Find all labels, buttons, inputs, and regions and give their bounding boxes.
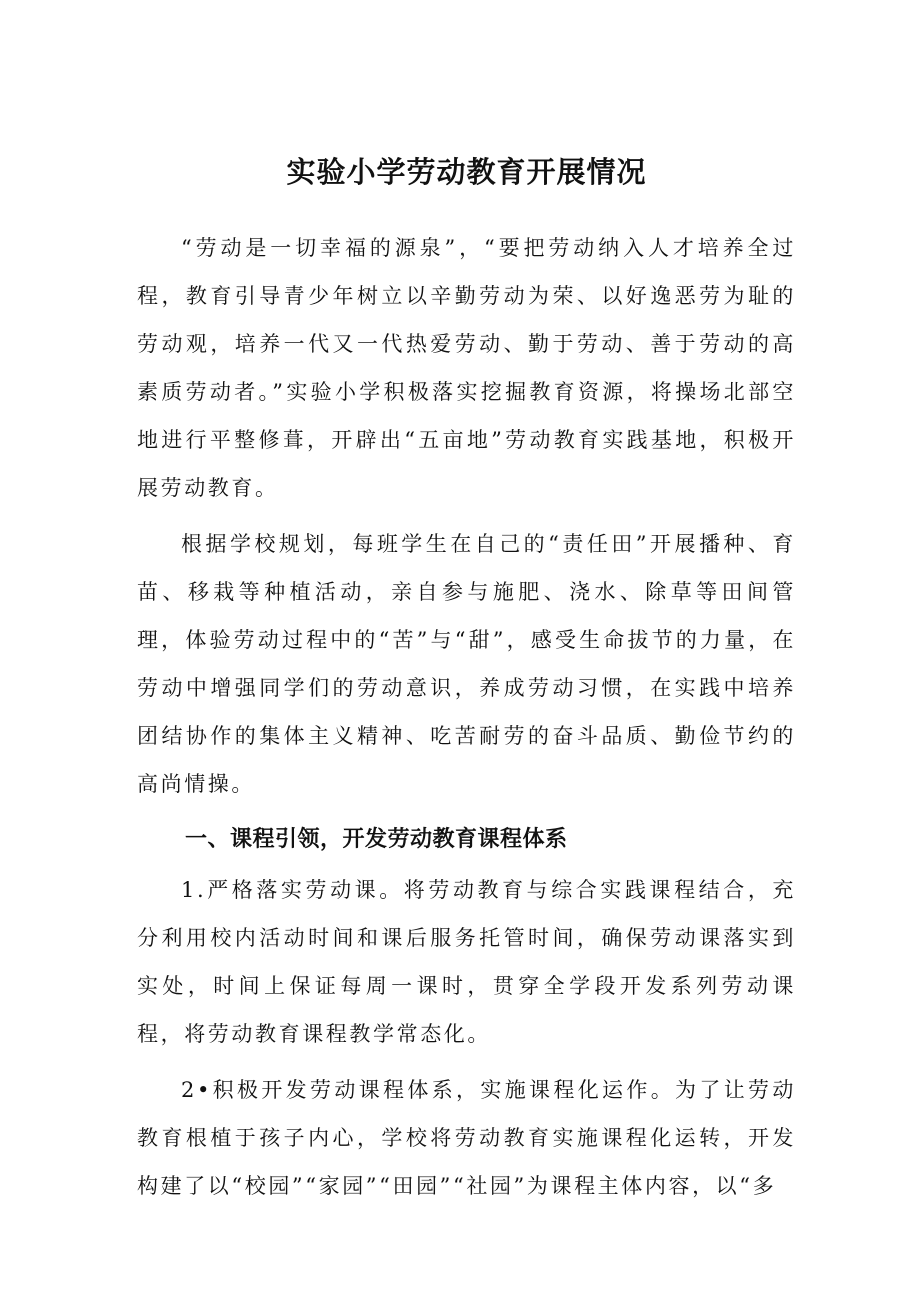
curriculum-item-1: 1.严格落实劳动课。将劳动教育与综合实践课程结合，充分利用校内活动时间和课后服务托管时间，确保劳动课落实到实处，时间上保证每周一课时，贯穿全学段开发系列劳动课程，将劳动教育课程教学常态化。 [137, 878, 796, 1046]
section-heading-curriculum: 一、课程引领，开发劳动教育课程体系 [185, 827, 568, 852]
curriculum-item-2: 2•积极开发劳动课程体系，实施课程化运作。为了让劳动教育根植于孩子内心，学校将劳动教育实施课程化运转，开发构建了以“校园”“家园”“田园”“社园”为课程主体内容，以“多 [137, 1078, 796, 1198]
document-title: 实验小学劳动教育开展情况 [286, 155, 647, 189]
planting-paragraph: 根据学校规划，每班学生在自己的“责任田”开展播种、育苗、移栽等种植活动，亲自参与施肥、浇水、除草等田间管理，体验劳动过程中的“苦”与“甜”，感受生命拔节的力量，在劳动中增强同学们的劳动意识，养成劳动习惯，在实践中培养团结协作的集体主义精神、吃苦耐劳的奋斗品质、勤俭节约的高尚情操。 [137, 532, 796, 796]
intro-paragraph: “劳动是一切幸福的源泉”，“要把劳动纳入人才培养全过程，教育引导青少年树立以辛勤劳动为荣、以好逸恶劳为耻的劳动观，培养一代又一代热爱劳动、勤于劳动、善于劳动的高素质劳动者。”实验小学积极落实挖掘教育资源，将操场北部空地进行平整修葺，开辟出“五亩地”劳动教育实践基地，积极开展劳动教育。 [137, 236, 796, 500]
